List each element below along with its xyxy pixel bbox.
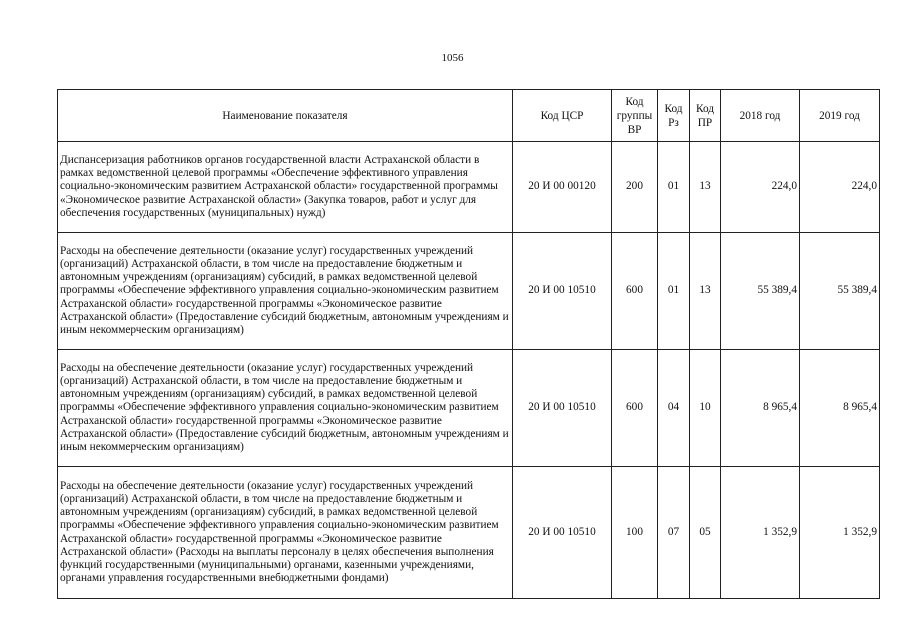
row-2018: 8 965,4 <box>721 350 800 467</box>
header-pr <box>690 90 721 142</box>
row-vr: 200 <box>612 142 658 233</box>
header-vr-line: группы <box>616 109 653 122</box>
page-number: 1056 <box>441 52 464 64</box>
row-2019: 8 965,4 <box>800 350 880 467</box>
row-2019: 1 352,9 <box>800 467 880 599</box>
table-row <box>58 142 880 233</box>
header-vr-line: ВР <box>627 123 642 136</box>
row-csr: 20 И 00 10510 <box>513 350 612 467</box>
row-rz: 01 <box>658 233 690 350</box>
header-pr-line: ПР <box>697 116 713 129</box>
row-name: Диспансеризация работников органов государственной власти Астраханской области в рамках ведомственной целевой программы «Обеспечение эффективного управления социально-экономическим развитием Астраханской области» государственной программы «Экономическое развитие Астраханской области» (Закупка товаров, работ и услуг для обеспечения государственных (муниципальных) нужд) <box>58 142 513 233</box>
header-2019: 2019 год <box>800 90 880 142</box>
header-name: Наименование показателя <box>58 90 513 142</box>
header-pr-line: Код <box>695 102 715 115</box>
row-2019: 55 389,4 <box>800 233 880 350</box>
header-rz-line: Код <box>664 102 683 115</box>
row-rz: 01 <box>658 142 690 233</box>
table-row <box>58 350 880 467</box>
row-rz: 04 <box>658 350 690 467</box>
row-vr: 600 <box>612 233 658 350</box>
row-2018: 1 352,9 <box>721 467 800 599</box>
row-pr: 13 <box>690 142 721 233</box>
row-csr: 20 И 00 00120 <box>513 142 612 233</box>
header-vr <box>612 90 658 142</box>
table-row <box>58 467 880 599</box>
header-csr: Код ЦСР <box>513 90 612 142</box>
table-header-row <box>58 90 880 142</box>
row-pr: 05 <box>690 467 721 599</box>
header-rz <box>658 90 690 142</box>
row-pr: 13 <box>690 233 721 350</box>
row-name: Расходы на обеспечение деятельности (оказание услуг) государственных учреждений (организаций) Астраханской области, в том числе на предоставление бюджетным и автономным учреждениям (организациям) субсидий, в рамках ведомственной целевой программы «Обеспечение эффективного управления социально-экономическим развитием Астраханской области» государственной программы «Экономическое развитие Астраханской области» (Расходы на выплаты персоналу в целях обеспечения выполнения функций государственными (муниципальными) органами, казенными учреждениями, органами управления государственными внебюджетными фондами) <box>58 467 513 599</box>
header-vr-line: Код <box>625 95 644 108</box>
row-vr: 100 <box>612 467 658 599</box>
row-csr: 20 И 00 10510 <box>513 233 612 350</box>
row-2018: 224,0 <box>721 142 800 233</box>
row-2018: 55 389,4 <box>721 233 800 350</box>
row-csr: 20 И 00 10510 <box>513 467 612 599</box>
row-name: Расходы на обеспечение деятельности (оказание услуг) государственных учреждений (организаций) Астраханской области, в том числе на предоставление бюджетным и автономным учреждениям (организациям) субсидий, в рамках ведомственной целевой программы «Обеспечение эффективного управления социально-экономическим развитием Астраханской области» государственной программы «Экономическое развитие Астраханской области» (Предоставление субсидий бюджетным, автономным учреждениям и иным некоммерческим организациям) <box>58 233 513 350</box>
header-rz-line: Рз <box>668 116 679 129</box>
row-vr: 600 <box>612 350 658 467</box>
header-2018: 2018 год <box>721 90 800 142</box>
row-rz: 07 <box>658 467 690 599</box>
budget-table <box>57 89 880 599</box>
row-name: Расходы на обеспечение деятельности (оказание услуг) государственных учреждений (организаций) Астраханской области, в том числе на предоставление бюджетным и автономным учреждениям (организациям) субсидий, в рамках ведомственной целевой программы «Обеспечение эффективного управления социально-экономическим развитием Астраханской области» государственной программы «Экономическое развитие Астраханской области» (Предоставление субсидий бюджетным, автономным учреждениям и иным некоммерческим организациям) <box>58 350 513 467</box>
row-pr: 10 <box>690 350 721 467</box>
table-row <box>58 233 880 350</box>
row-2019: 224,0 <box>800 142 880 233</box>
